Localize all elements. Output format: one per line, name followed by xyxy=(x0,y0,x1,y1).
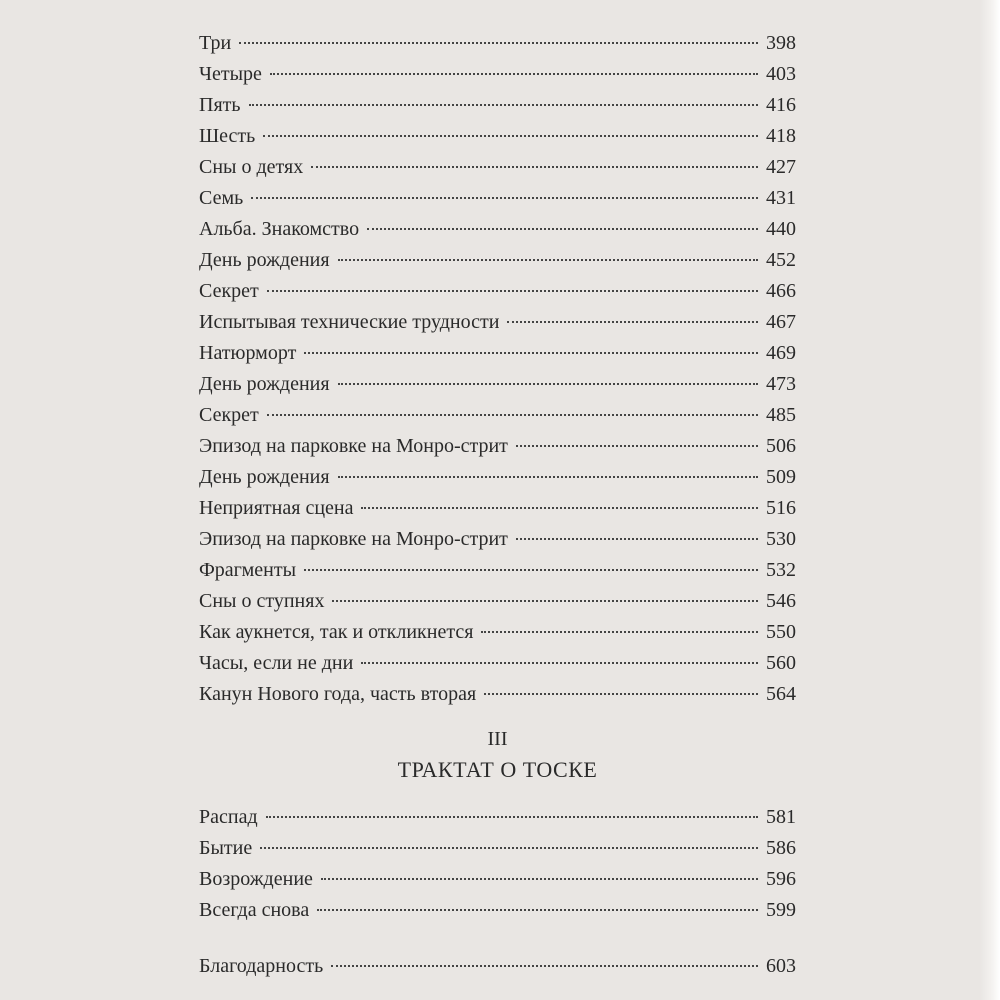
toc-entry-title: Четыре xyxy=(199,63,262,85)
toc-entry-title: Фрагменты xyxy=(199,559,297,581)
toc-entry-title: Секрет xyxy=(199,404,259,426)
toc-entry-title: Три xyxy=(199,32,232,54)
toc-entry xyxy=(199,431,796,462)
dot-leader xyxy=(311,166,758,168)
toc-entry xyxy=(199,648,796,679)
toc-entry-title: Канун Нового года, часть вторая xyxy=(199,683,477,705)
toc-entry xyxy=(199,369,796,400)
dot-leader xyxy=(304,569,758,571)
dot-leader xyxy=(249,104,758,106)
toc-entry-title: Сны о детях xyxy=(199,156,304,178)
toc-entry-page: 603 xyxy=(766,955,796,977)
toc-entry-title: День рождения xyxy=(199,249,330,271)
part-three-list xyxy=(199,802,796,926)
toc-entry xyxy=(199,864,796,895)
toc-entry-title: Сны о ступнях xyxy=(199,590,325,612)
toc-entry-title: Пять xyxy=(199,94,241,116)
toc-entry-page: 516 xyxy=(766,497,796,519)
toc-entry-page: 550 xyxy=(766,621,796,643)
toc-entry-page: 599 xyxy=(766,899,796,921)
dot-leader xyxy=(338,259,758,261)
toc-entry-page: 431 xyxy=(766,187,796,209)
toc-entry-title: Как аукнется, так и откликнется xyxy=(199,621,474,643)
toc-entry-page: 506 xyxy=(766,435,796,457)
toc-entry-title: Часы, если не дни xyxy=(199,652,354,674)
toc-entry xyxy=(199,895,796,926)
dot-leader xyxy=(481,631,758,633)
toc-entry-page: 596 xyxy=(766,868,796,890)
toc-entry xyxy=(199,493,796,524)
toc-entry xyxy=(199,276,796,307)
toc-entry xyxy=(199,121,796,152)
toc-entry-page: 530 xyxy=(766,528,796,550)
toc-entry-page: 416 xyxy=(766,94,796,116)
table-of-contents xyxy=(199,28,796,982)
section-gap xyxy=(199,926,796,951)
dot-leader xyxy=(317,909,758,911)
dot-leader xyxy=(267,290,758,292)
dot-leader xyxy=(251,197,758,199)
dot-leader xyxy=(507,321,758,323)
toc-entry xyxy=(199,245,796,276)
dot-leader xyxy=(270,73,758,75)
toc-entry-title: Распад xyxy=(199,806,258,828)
toc-entry-title: Натюрморт xyxy=(199,342,297,364)
toc-entry-page: 403 xyxy=(766,63,796,85)
dot-leader xyxy=(331,965,758,967)
dot-leader xyxy=(361,507,758,509)
dot-leader xyxy=(263,135,758,137)
toc-entry xyxy=(199,555,796,586)
toc-entry-page: 564 xyxy=(766,683,796,705)
toc-entry xyxy=(199,400,796,431)
dot-leader xyxy=(332,600,758,602)
dot-leader xyxy=(361,662,758,664)
dot-leader xyxy=(367,228,758,230)
dot-leader xyxy=(338,383,758,385)
toc-entry-page: 440 xyxy=(766,218,796,240)
toc-entry xyxy=(199,524,796,555)
toc-entry-title: Неприятная сцена xyxy=(199,497,354,519)
toc-entry xyxy=(199,152,796,183)
dot-leader xyxy=(304,352,758,354)
dot-leader xyxy=(516,538,758,540)
toc-entry-title: День рождения xyxy=(199,466,330,488)
toc-entry-title: Благодарность xyxy=(199,955,324,977)
toc-entry-page: 467 xyxy=(766,311,796,333)
toc-entry-title: Возрождение xyxy=(199,868,313,890)
toc-entry-title: Бытие xyxy=(199,837,253,859)
toc-entry-page: 466 xyxy=(766,280,796,302)
toc-entry-page: 398 xyxy=(766,32,796,54)
toc-entry xyxy=(199,338,796,369)
dot-leader xyxy=(484,693,758,695)
toc-entry xyxy=(199,307,796,338)
toc-entry-title: День рождения xyxy=(199,373,330,395)
toc-entry xyxy=(199,617,796,648)
toc-entry xyxy=(199,183,796,214)
page-edge xyxy=(980,0,1000,1000)
toc-entry-page: 452 xyxy=(766,249,796,271)
toc-entry-title: Эпизод на парковке на Монро-стрит xyxy=(199,528,508,550)
part-numeral: III xyxy=(487,728,508,750)
toc-entry-page: 418 xyxy=(766,125,796,147)
section-a-list xyxy=(199,28,796,710)
toc-entry xyxy=(199,586,796,617)
part-title: ТРАКТАТ О ТОСКЕ xyxy=(397,757,598,782)
toc-entry xyxy=(199,833,796,864)
toc-entry xyxy=(199,679,796,710)
dot-leader xyxy=(266,816,758,818)
toc-entry xyxy=(199,802,796,833)
dot-leader xyxy=(239,42,758,44)
toc-entry xyxy=(199,214,796,245)
dot-leader xyxy=(321,878,758,880)
toc-entry xyxy=(199,59,796,90)
dot-leader xyxy=(267,414,758,416)
toc-entry-title: Эпизод на парковке на Монро-стрит xyxy=(199,435,508,457)
toc-entry-page: 532 xyxy=(766,559,796,581)
toc-entry-title: Шесть xyxy=(199,125,256,147)
toc-entry-page: 509 xyxy=(766,466,796,488)
toc-entry xyxy=(199,462,796,493)
toc-entry-acknowledgements xyxy=(199,951,796,982)
toc-entry-title: Семь xyxy=(199,187,244,209)
toc-entry xyxy=(199,28,796,59)
dot-leader xyxy=(260,847,758,849)
toc-entry-page: 560 xyxy=(766,652,796,674)
toc-entry-title: Альба. Знакомство xyxy=(199,218,360,240)
toc-entry-title: Всегда снова xyxy=(199,899,310,921)
toc-entry-page: 586 xyxy=(766,837,796,859)
toc-entry-page: 427 xyxy=(766,156,796,178)
toc-entry-title: Испытывая технические трудности xyxy=(199,311,500,333)
toc-entry xyxy=(199,90,796,121)
toc-entry-page: 581 xyxy=(766,806,796,828)
toc-entry-title: Секрет xyxy=(199,280,259,302)
toc-entry-page: 473 xyxy=(766,373,796,395)
dot-leader xyxy=(338,476,758,478)
toc-entry-page: 469 xyxy=(766,342,796,364)
toc-entry-page: 546 xyxy=(766,590,796,612)
dot-leader xyxy=(516,445,758,447)
toc-entry-page: 485 xyxy=(766,404,796,426)
